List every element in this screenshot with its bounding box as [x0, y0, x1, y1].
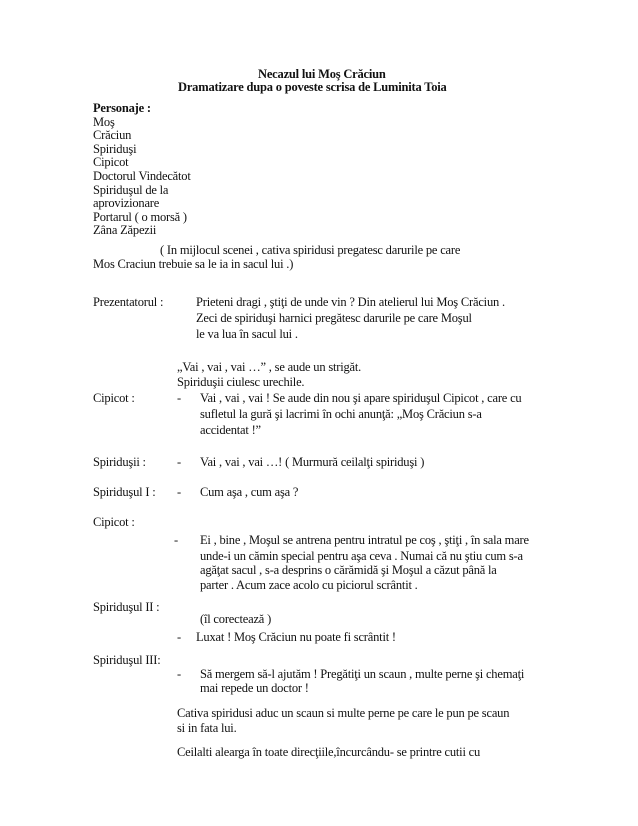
dialogue-line: Vai , vai , vai …! ( Murmură ceilalţi spiriduşi ): [200, 455, 425, 469]
stage-direction-line: si in fata lui.: [177, 721, 237, 735]
cast-item: Spiriduşul de la: [93, 182, 169, 197]
narration-line: Spiriduşii ciulesc urechile.: [177, 375, 305, 389]
dialogue-line: le va lua în sacul lui .: [196, 327, 298, 341]
cast-item: Crăciun: [93, 128, 132, 143]
dialogue-dash: -: [177, 667, 181, 681]
cast-item: Moş: [93, 114, 115, 129]
dialogue-line: Luxat ! Moş Crăciun nu poate fi scrântit !: [196, 630, 396, 644]
dialogue-line: accidentat !”: [200, 423, 261, 437]
cast-item: Zâna Zăpezii: [93, 223, 157, 238]
dialogue-line: Cum aşa , cum aşa ?: [200, 485, 299, 499]
speaker-label: Spiriduşii :: [93, 455, 146, 469]
dialogue-line: Zeci de spiriduşi harnici pregătesc darurile pe care Moşul: [196, 311, 472, 325]
speaker-label: Cipicot :: [93, 515, 135, 529]
dialogue-dash: -: [177, 391, 181, 405]
dialogue-line: Să mergem să-l ajutăm ! Pregătiţi un scaun , multe perne şi chemaţi: [200, 667, 525, 681]
dialogue-dash: -: [177, 485, 181, 499]
dialogue-line: parter . Acum zace acolo cu piciorul scrântit .: [200, 578, 418, 592]
dialogue-line: Ei , bine , Moşul se antrena pentru intratul pe coş , ştiţi , în sala mare: [200, 533, 529, 547]
stage-direction-line: Mos Craciun trebuie sa le ia in sacul lui .): [93, 257, 294, 271]
dialogue-line: Prieteni dragi , ştiţi de unde vin ? Din atelierul lui Moş Crăciun .: [196, 295, 505, 309]
stage-direction-line: Ceilalti alearga în toate direcţiile,încurcându- se printre cutii cu: [177, 745, 481, 759]
speaker-label: Spiriduşul II :: [93, 600, 160, 614]
speaker-label: Cipicot :: [93, 391, 135, 405]
dialogue-line: agăţat sacul , s-a desprins o cărămidă şi Moşul a căzut până la: [200, 563, 497, 577]
narration-line: „Vai , vai , vai …” , se aude un strigăt.: [177, 360, 362, 374]
document-subtitle: Dramatizare dupa o poveste scrisa de Luminita Toia: [178, 80, 447, 94]
dialogue-dash: -: [174, 533, 178, 547]
speaker-label: Spiriduşul I :: [93, 485, 156, 499]
cast-heading: Personaje :: [93, 101, 151, 115]
dialogue-line: mai repede un doctor !: [200, 681, 309, 695]
stage-note: (îl corectează ): [200, 612, 272, 626]
dialogue-dash: -: [177, 455, 181, 469]
dialogue-dash: -: [177, 630, 181, 644]
dialogue-line: Vai , vai , vai ! Se aude din nou şi apare spiriduşul Cipicot , care cu: [200, 391, 522, 405]
dialogue-line: unde-i un cămin special pentru aşa ceva . Numai că nu ştiu cum s-a: [200, 549, 523, 563]
cast-item: Portarul ( o morsă ): [93, 209, 187, 224]
speaker-label: Prezentatorul :: [93, 295, 164, 309]
dialogue-line: sufletul la gură şi lacrimi în ochi anunţă: „Moş Crăciun s-a: [200, 407, 482, 421]
cast-item: Doctorul Vindecătot: [93, 168, 191, 183]
speaker-label: Spiriduşul III:: [93, 653, 161, 667]
stage-direction-line: ( In mijlocul scenei , cativa spiridusi pregatesc darurile pe care: [160, 243, 461, 257]
cast-item: Cipicot: [93, 155, 129, 170]
cast-list: [93, 102, 191, 238]
cast-item: aprovizionare: [93, 196, 160, 211]
cast-item: Spiriduşi: [93, 141, 137, 156]
stage-direction-line: Cativa spiridusi aduc un scaun si multe perne pe care le pun pe scaun: [177, 706, 510, 720]
document-title: Necazul lui Moş Crăciun: [258, 67, 386, 81]
